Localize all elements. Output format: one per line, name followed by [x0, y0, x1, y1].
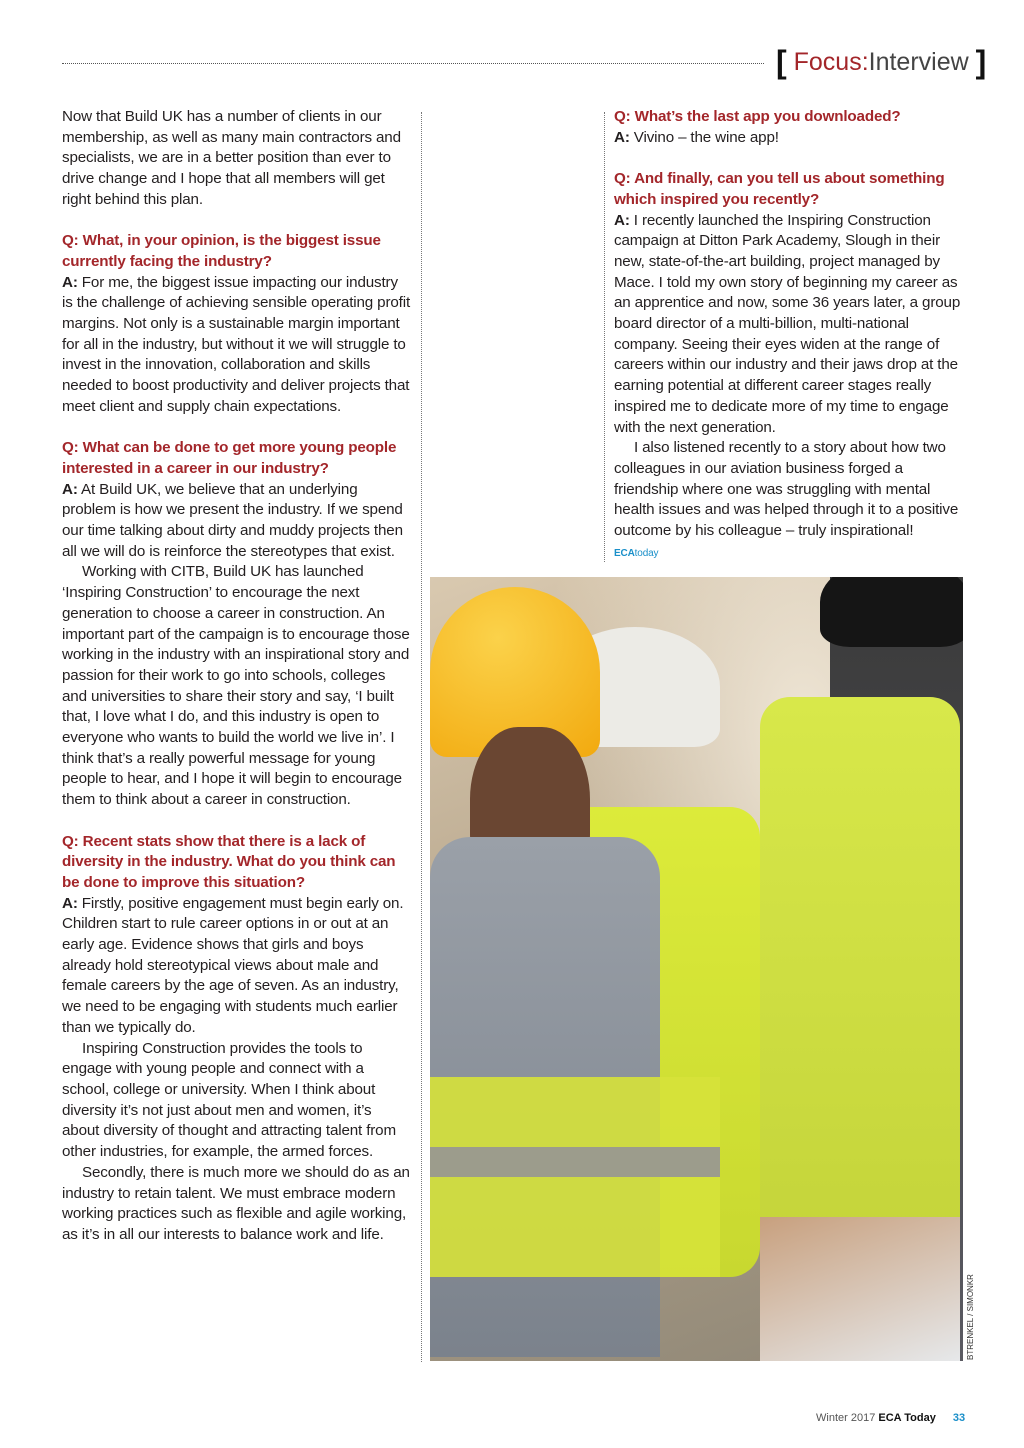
question-heading: Q: What, in your opinion, is the biggest issue currently facing the industry?	[62, 232, 381, 270]
answer-label: A:	[62, 480, 78, 498]
answer-text: For me, the biggest issue impacting our industry is the challenge of achieving sensible operating profit margins. Not only is a sustainable margin important for all in the industry, but without it we will struggle to invest in the innovation, collaboration and skills needed to boost productivity and deliver projects that meet client and supply chain expectations.	[62, 273, 411, 415]
answer-paragraph	[614, 438, 964, 542]
answer-paragraph	[62, 107, 412, 211]
question-heading: Q: What can be done to get more young people interested in a career in our industry?	[62, 439, 397, 477]
answer-text: Inspiring Construction provides the tools to engage with young people and connect with a school, college or university. When I think about diversity it’s not just about men and women, it’s about diversity of thought and attracting talent from other industries, for example, the armed forces.	[62, 1039, 396, 1161]
column-divider	[421, 112, 422, 1362]
answer-text: At Build UK, we believe that an underlying problem is how we present the industry. If we spend our time talking about dirty and muddy projects then all we will do is reinforce the stereotypes that exist.	[62, 480, 403, 560]
answer-label: A:	[614, 211, 630, 229]
answer-paragraph	[62, 273, 412, 418]
answer-text: Firstly, positive engagement must begin early on. Children start to rule career options in or out at an early age. Evidence shows that girls and boys already hold stereotypical views about male and female careers by the age of seven. As an industry, we need to be engaging with students much earlier than we typically do.	[62, 894, 404, 1036]
answer-label: A:	[62, 894, 78, 912]
answer-text: Now that Build UK has a number of clients in our membership, as well as many main contractors and specialists, we are in a better position than ever to drive change and I hope that all members will get right behind this plan.	[62, 108, 401, 208]
qa-block	[62, 231, 412, 417]
left-column	[62, 107, 412, 1246]
answer-text: Working with CITB, Build UK has launched ‘Inspiring Construction’ to encourage the next generation to choose a career in construction. An important part of the campaign is to encourage those working in the industry with an inspirational story and passion for their work to go into schools, colleges and universities to share their story and say, ‘I built that, I love what I do, and this industry is open to everyone who wants to build the world we live in’. I think that’s a really powerful message for young people to hear, and I hope it will begin to encourage them to think about a career in construction.	[62, 563, 410, 809]
logo-bold: ECA	[614, 547, 635, 559]
answer-paragraph	[62, 894, 412, 1039]
answer-paragraph	[62, 1163, 412, 1246]
answer-text: Secondly, there is much more we should do as an industry to retain talent. We must embrace modern working practices such as flexible and agile working, as it’s in all our interests to balance work and life.	[62, 1163, 410, 1243]
footer-magazine: ECA Today	[878, 1412, 936, 1424]
answer-text: I also listened recently to a story about how two colleagues in our aviation business forged a friendship where one was struggling with mental health issues and was helped through it to a positive outcome by his colleague – truly inspirational!	[614, 439, 959, 540]
answer-text: I recently launched the Inspiring Construction campaign at Ditton Park Academy, Slough in their new, state-of-the-art building, project managed by Mace. I told my own story of beginning my career as an apprentice and now, some 36 years later, a group board director of a multi-billion, multi-national company. Seeing their eyes widen at the range of careers within our industry and their jaws drop at the earning potential at different career stages really inspired me to dedicate more of my time to engage with the next generation.	[614, 211, 961, 436]
question-heading: Q: And finally, can you tell us about something which inspired you recently?	[614, 170, 945, 208]
bracket-open: [	[776, 44, 787, 80]
section-topic: Interview	[868, 48, 969, 76]
page-footer	[816, 1412, 965, 1424]
qa-block	[614, 107, 964, 148]
page-number: 33	[952, 1412, 966, 1424]
answer-text: Vivino – the wine app!	[629, 128, 779, 146]
answer-label: A:	[62, 273, 78, 291]
right-column	[614, 107, 964, 564]
bracket-close: ]	[975, 44, 987, 80]
section-label: Focus:	[793, 48, 869, 76]
qa-block	[62, 832, 412, 1246]
qa-block	[614, 169, 964, 542]
answer-paragraph	[62, 1039, 412, 1163]
footer-issue: Winter 2017	[816, 1412, 876, 1424]
logo-light: today	[634, 547, 659, 559]
answer-label: A:	[614, 128, 630, 146]
photo-credit: BTRENKEL / SIMONKR	[966, 1274, 975, 1360]
answer-paragraph	[614, 211, 964, 439]
header-rule	[62, 63, 764, 64]
eca-today-logo	[614, 544, 964, 565]
article-photo	[430, 577, 963, 1361]
qa-block	[62, 107, 412, 211]
column-divider	[604, 112, 605, 562]
question-heading: Q: What’s the last app you downloaded?	[614, 108, 901, 125]
section-header	[776, 44, 986, 81]
question-heading: Q: Recent stats show that there is a lack of diversity in the industry. What do you think can be done to improve this situation?	[62, 832, 396, 891]
qa-block	[62, 438, 412, 811]
answer-paragraph	[62, 562, 412, 810]
answer-paragraph	[614, 128, 964, 149]
answer-paragraph	[62, 480, 412, 563]
